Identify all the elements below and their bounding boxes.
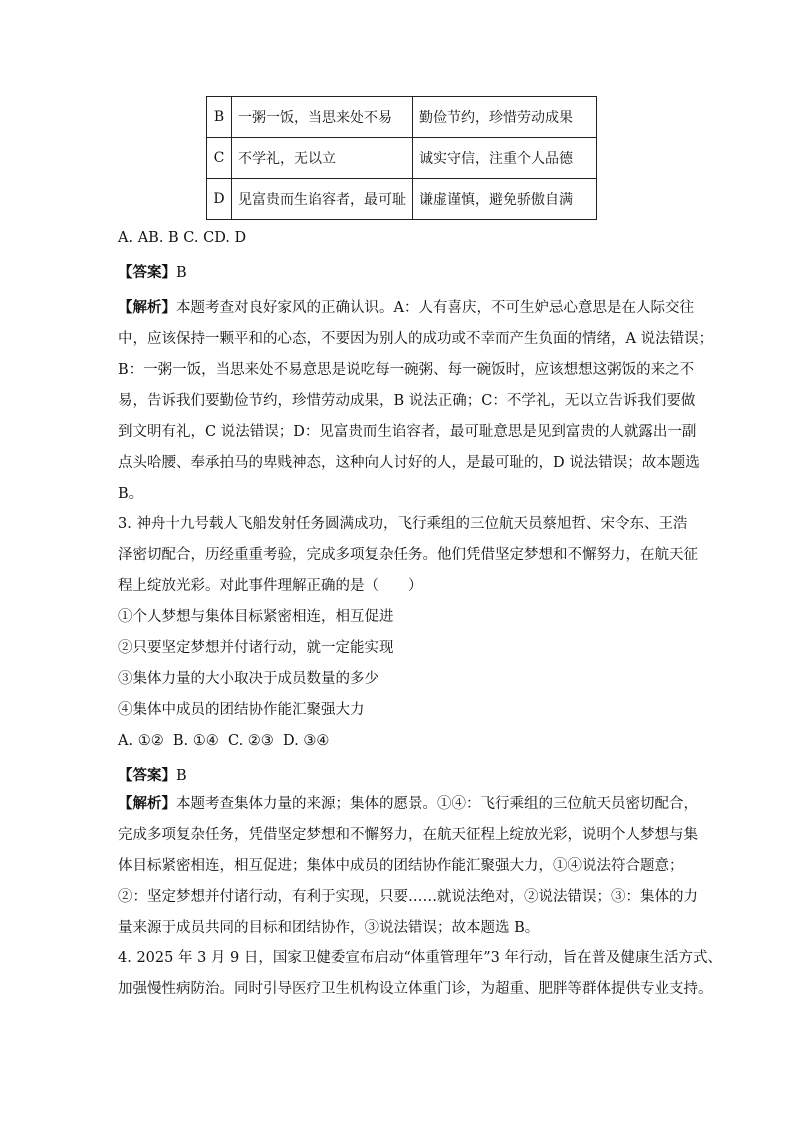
stem-line: 4. 2025 年 3 月 9 日，国家卫健委宣布启动“体重管理年”3 年行动，旨在普及健康生活方式、	[118, 950, 722, 966]
q4-stem	[118, 943, 722, 1005]
row-letter: C	[207, 138, 232, 179]
analysis-line: ②：坚定梦想并付诸行动，有利于实现，只要……就说法绝对，②说法错误；③：集体的力	[118, 889, 698, 905]
table-row	[207, 179, 597, 220]
q2-choices: A. AB. B C. CD. D	[118, 230, 247, 246]
analysis-label: 【解析】	[118, 299, 176, 316]
analysis-line: 完成多项复杂任务，凭借坚定梦想和不懈努力，在航天征程上绽放光彩，说明个人梦想与集	[118, 827, 698, 843]
stem-line: 程上绽放光彩。对此事件理解正确的是（ ）	[118, 578, 423, 594]
analysis-line: 【解析】本题考查集体力量的来源；集体的愿景。①④：飞行乘组的三位航天员密切配合，	[118, 795, 698, 812]
row-meaning: 勤俭节约，珍惜劳动成果	[413, 97, 597, 138]
analysis-line: 易，告诉我们要勤俭节约，珍惜劳动成果，B 说法正确；C：不学礼，无以立告诉我们要做	[118, 393, 696, 409]
table-row	[207, 138, 597, 179]
row-saying: 一粥一饭，当思来处不易	[232, 97, 413, 138]
table-row	[207, 97, 597, 138]
row-letter: D	[207, 179, 232, 220]
list-item: ③集体力量的大小取决于成员数量的多少	[118, 671, 379, 687]
analysis-line: 到文明有礼，C 说法错误；D：见富贵而生谄容者，最可耻意思是见到富贵的人就露出一副	[118, 424, 697, 440]
q3-items	[118, 602, 678, 726]
q3-analysis	[118, 788, 698, 944]
list-item: ②只要坚定梦想并付诸行动，就一定能实现	[118, 640, 394, 656]
row-saying: 不学礼，无以立	[232, 138, 413, 179]
row-letter: B	[207, 97, 232, 138]
q2-analysis	[118, 261, 714, 510]
analysis-line: B：一粥一饭，当思来处不易意思是说吃每一碗粥、每一碗饭时，应该想想这粥饭的来之不	[118, 362, 695, 378]
answer-label: 【答案】	[118, 264, 176, 281]
analysis-line: 【解析】本题考查对良好家风的正确认识。A：人有喜庆，不可生妒忌心意思是在人际交往	[118, 299, 694, 316]
row-saying: 见富贵而生谄容者，最可耻	[232, 179, 413, 220]
row-meaning: 诚实守信，注重个人品德	[413, 138, 597, 179]
options-table	[206, 96, 597, 220]
answer-value: B	[176, 768, 187, 784]
q3-choices: A. ①② B. ①④ C. ②③ D. ③④	[118, 733, 330, 749]
answer-label: 【答案】	[118, 767, 176, 784]
analysis-line: 点头哈腰、奉承拍马的卑贱神态，这种向人讨好的人，是最可耻的，D 说法错误；故本题选	[118, 455, 700, 471]
stem-line: 加强慢性病防治。同时引导医疗卫生机构设立体重门诊，为超重、肥胖等群体提供专业支持。	[118, 981, 713, 997]
analysis-line: 中，应该保持一颗平和的心态，不要因为别人的成功或不幸而产生负面的情绪，A 说法错误；	[118, 331, 714, 347]
q3-stem	[118, 509, 698, 602]
stem-line: 泽密切配合，历经重重考验，完成多项复杂任务。他们凭借坚定梦想和不懈努力，在航天征	[118, 547, 698, 563]
analysis-line: 体目标紧密相连，相互促进；集体中成员的团结协作能汇聚强大力，①④说法符合题意；	[118, 858, 684, 874]
row-meaning: 谦虚谨慎，避免骄傲自满	[413, 179, 597, 220]
stem-line: 3. 神舟十九号载人飞船发射任务圆满成功，飞行乘组的三位航天员蔡旭哲、宋令东、王浩	[118, 516, 688, 532]
list-item: ①个人梦想与集体目标紧密相连，相互促进	[118, 609, 394, 625]
analysis-line: 量来源于成员共同的目标和团结协作，③说法错误；故本题选 B。	[118, 920, 540, 936]
analysis-label: 【解析】	[118, 795, 176, 812]
analysis-line: B。	[118, 486, 144, 502]
q3-answer	[118, 764, 187, 785]
answer-value: B	[176, 265, 187, 281]
list-item: ④集体中成员的团结协作能汇聚强大力	[118, 702, 365, 718]
